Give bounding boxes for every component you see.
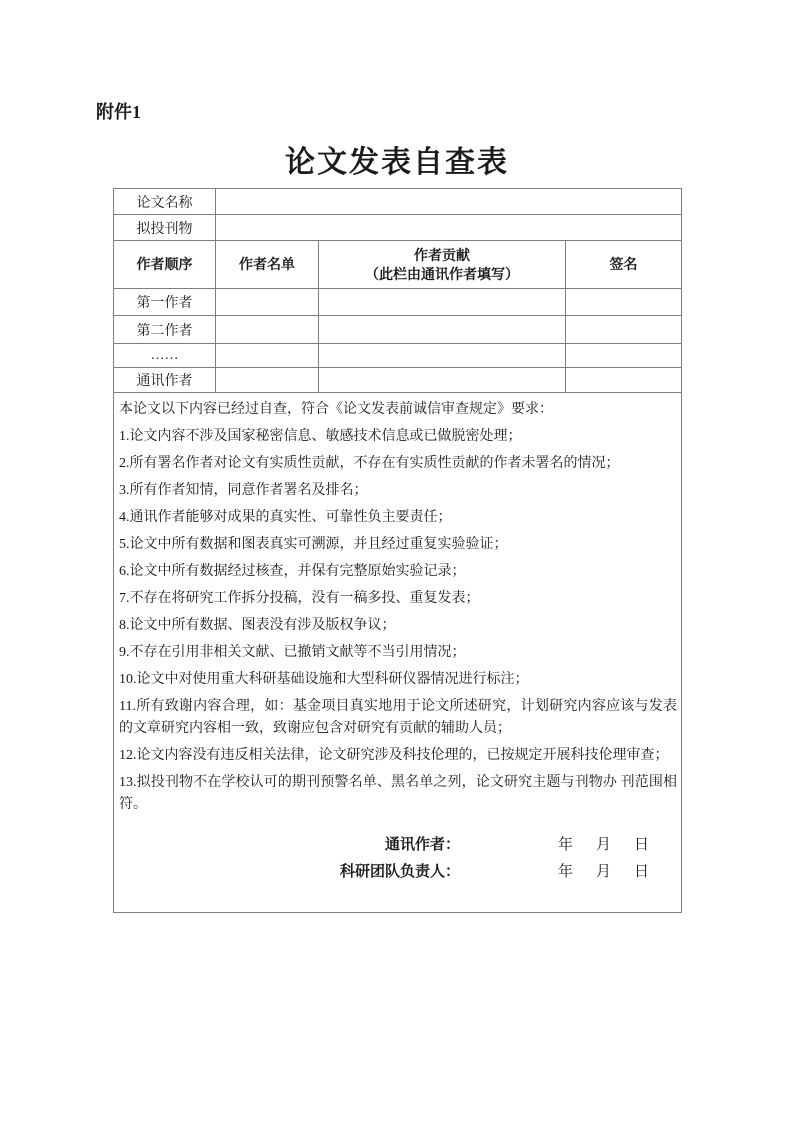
second-author-signature-cell[interactable] <box>566 316 682 344</box>
team-leader-date-fields <box>558 860 649 881</box>
paper-title-row <box>114 189 682 215</box>
declaration-item-11: 11.所有致谢内容合理，如：基金项目真实地用于论文所述研究，计划研究内容应该与发表的文章研究内容相一致，致谢应包含对研究有贡献的辅助人员； <box>119 699 678 736</box>
declaration-item-6: 6.论文中所有数据经过核查，并保有完整原始实验记录； <box>119 564 466 579</box>
corresponding-author-name-cell[interactable] <box>216 368 319 393</box>
signoff-block <box>119 830 677 884</box>
corresponding-author-date-fields <box>558 833 649 854</box>
second-author-row <box>114 316 682 344</box>
year-label: 年 <box>557 864 573 880</box>
ellipsis-author-contribution-cell[interactable] <box>319 344 566 368</box>
journal-label: 拟投刊物 <box>114 215 216 241</box>
ellipsis-author-label: …… <box>114 344 216 368</box>
second-author-name-cell[interactable] <box>216 316 319 344</box>
first-author-contribution-cell[interactable] <box>319 289 566 316</box>
corresponding-author-label: 通讯作者 <box>114 368 216 393</box>
first-author-label: 第一作者 <box>114 289 216 316</box>
corresponding-author-signoff-label: 通讯作者： <box>384 837 460 853</box>
corresponding-author-contribution-cell[interactable] <box>319 368 566 393</box>
authors-header-row <box>114 241 682 289</box>
author-contribution-header-line2: （此栏由通讯作者填写） <box>365 265 519 282</box>
page-title: 论文发表自查表 <box>285 146 509 179</box>
author-contribution-header <box>319 241 566 289</box>
declaration-item-4: 4.通讯作者能够对成果的真实性、可靠性负主要责任； <box>119 510 452 525</box>
author-contribution-header-line1: 作者贡献 <box>414 246 470 263</box>
corresponding-author-signoff-row <box>119 830 677 857</box>
second-author-label: 第二作者 <box>114 316 216 344</box>
declaration-item-13: 13.拟投刊物不在学校认可的期刊预警名单、黑名单之列，论文研究主题与刊物办 刊范围相符。 <box>119 775 678 812</box>
author-list-header: 作者名单 <box>216 241 319 289</box>
attachment-label: 附件1 <box>96 102 141 122</box>
month-label: 月 <box>596 864 612 880</box>
first-author-row <box>114 289 682 316</box>
second-author-contribution-cell[interactable] <box>319 316 566 344</box>
declaration-item-7: 7.不存在将研究工作拆分投稿，没有一稿多投、重复发表； <box>119 591 480 606</box>
month-label: 月 <box>596 837 612 853</box>
self-check-form-table <box>113 188 682 913</box>
declaration-item-2: 2.所有署名作者对论文有实质性贡献，不存在有实质性贡献的作者未署名的情况； <box>119 456 620 471</box>
corresponding-author-signature-cell[interactable] <box>566 368 682 393</box>
team-leader-signoff-row <box>119 857 677 884</box>
declaration-row <box>114 393 682 913</box>
team-leader-signoff-label: 科研团队负责人： <box>339 864 460 880</box>
declaration-cell <box>114 393 682 913</box>
ellipsis-author-name-cell[interactable] <box>216 344 319 368</box>
corresponding-author-row <box>114 368 682 393</box>
day-label: 日 <box>634 864 650 880</box>
day-label: 日 <box>634 837 650 853</box>
declaration-item-3: 3.所有作者知情，同意作者署名及排名； <box>119 483 368 498</box>
journal-input-cell[interactable] <box>216 215 682 241</box>
journal-row <box>114 215 682 241</box>
author-order-header: 作者顺序 <box>114 241 216 289</box>
year-label: 年 <box>557 837 573 853</box>
declaration-item-12: 12.论文内容没有违反相关法律，论文研究涉及科技伦理的，已按规定开展科技伦理审查； <box>119 748 669 763</box>
declaration-item-8: 8.论文中所有数据、图表没有涉及版权争议； <box>119 618 396 633</box>
declaration-item-9: 9.不存在引用非相关文献、已撤销文献等不当引用情况； <box>119 645 466 660</box>
declaration-item-1: 1.论文内容不涉及国家秘密信息、敏感技术信息或已做脱密处理； <box>119 429 522 444</box>
declaration-text-block <box>119 399 677 816</box>
paper-title-input-cell[interactable] <box>216 189 682 215</box>
ellipsis-author-row <box>114 344 682 368</box>
declaration-item-5: 5.论文中所有数据和图表真实可溯源，并且经过重复实验验证； <box>119 537 508 552</box>
paper-title-label: 论文名称 <box>114 189 216 215</box>
signature-header: 签名 <box>566 241 682 289</box>
declaration-item-10: 10.论文中对使用重大科研基础设施和大型科研仪器情况进行标注； <box>119 672 529 687</box>
declaration-intro: 本论文以下内容已经过自查，符合《论文发表前诚信审查规定》要求： <box>119 402 553 417</box>
first-author-name-cell[interactable] <box>216 289 319 316</box>
first-author-signature-cell[interactable] <box>566 289 682 316</box>
ellipsis-author-signature-cell[interactable] <box>566 344 682 368</box>
